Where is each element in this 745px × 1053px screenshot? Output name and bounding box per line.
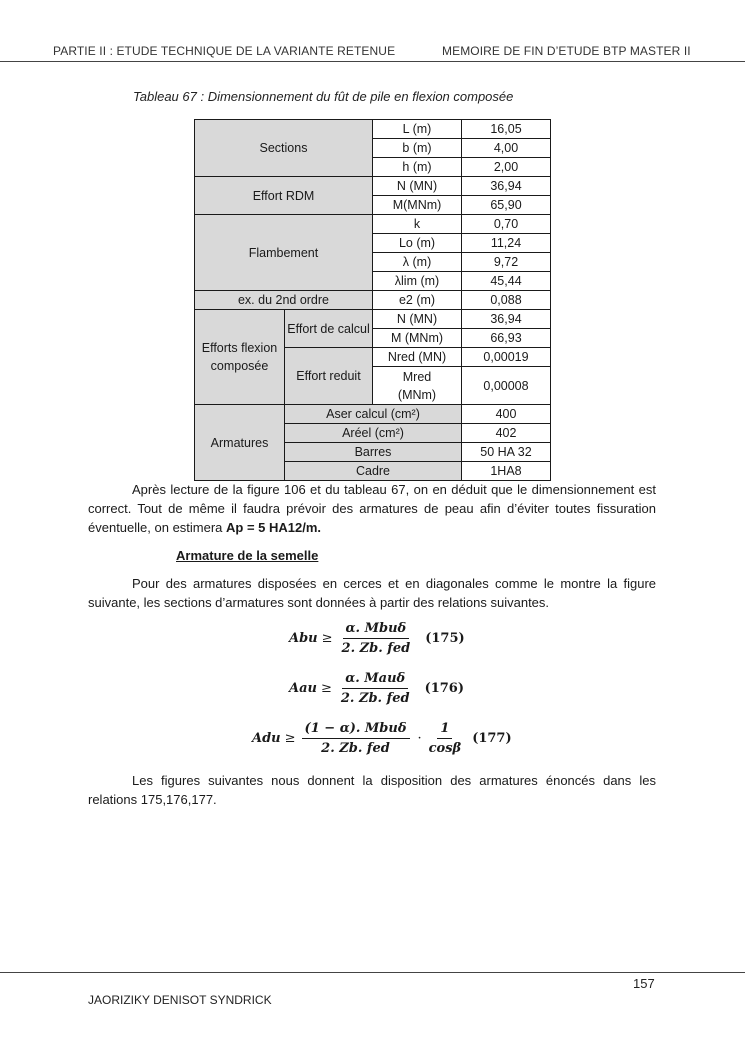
table-row	[195, 120, 551, 139]
value-cell: 65,90	[462, 196, 551, 215]
table-row	[195, 177, 551, 196]
value-cell: 36,94	[462, 310, 551, 329]
param-cell: L (m)	[373, 120, 462, 139]
group-armatures: Armatures	[195, 405, 285, 481]
footer-author: JAORIZIKY DENISOT SYNDRICK	[88, 993, 272, 1007]
value-cell: 1HA8	[462, 462, 551, 481]
value-cell: 0,70	[462, 215, 551, 234]
equation-fraction	[338, 671, 413, 706]
group-second-ordre: ex. du 2nd ordre	[195, 291, 373, 310]
param-cell: h (m)	[373, 158, 462, 177]
header-divider	[0, 61, 745, 62]
table-row	[195, 405, 551, 424]
group-effort-reduit: Effort reduit	[285, 348, 373, 405]
param-cell: λlim (m)	[373, 272, 462, 291]
dimension-table	[194, 119, 551, 481]
equation-175	[289, 621, 465, 656]
fraction-numerator: 1	[437, 721, 452, 739]
section-heading: Armature de la semelle	[176, 548, 319, 563]
group-sections: Sections	[195, 120, 373, 177]
table-row	[195, 310, 551, 329]
param-cell: e2 (m)	[373, 291, 462, 310]
param-cell: Mred (MNm)	[373, 367, 462, 405]
value-cell: 50 HA 32	[462, 443, 551, 462]
param-cell: N (MN)	[373, 310, 462, 329]
group-efforts-flexion: Efforts flexion composée	[195, 310, 285, 405]
paragraph-bold-result: Ap = 5 HA12/m.	[226, 520, 322, 535]
equation-number: (175)	[425, 631, 465, 646]
equation-lhs: Aau	[289, 681, 317, 696]
value-cell: 0,00019	[462, 348, 551, 367]
page-number: 157	[633, 976, 655, 991]
param-cell: k	[373, 215, 462, 234]
fraction-numerator: α. Mbuδ	[343, 621, 410, 639]
value-cell: 36,94	[462, 177, 551, 196]
equation-lhs: Abu	[289, 631, 318, 646]
footer-divider	[0, 972, 745, 973]
equation-relation: ≥	[284, 731, 296, 746]
param-cell: N (MN)	[373, 177, 462, 196]
value-cell: 45,44	[462, 272, 551, 291]
fraction-denominator: 2. Zb. fed	[340, 691, 410, 706]
table-row	[195, 215, 551, 234]
equation-176	[289, 671, 464, 706]
param-cell: Aser calcul (cm²)	[285, 405, 462, 424]
equation-number: (176)	[424, 681, 465, 696]
paragraph-text: Après lecture de la figure 106 et du tableau 67, on en déduit que le dimensionnement est correct. Tout de même il faudra prévoir des armatures de peau afin d’éviter toutes fissuration éventuelle, on estimera	[88, 482, 656, 535]
multiplication-dot: ·	[417, 731, 422, 746]
paragraph-intro	[88, 574, 656, 612]
paragraph-figures	[88, 771, 656, 809]
header-right-title: MEMOIRE DE FIN D’ETUDE BTP MASTER II	[442, 44, 691, 58]
paragraph-text: Les figures suivantes nous donnent la disposition des armatures énoncés dans les relations 175,176,177.	[88, 773, 656, 807]
table-caption: Tableau 67 : Dimensionnement du fût de pile en flexion composée	[133, 89, 514, 104]
param-cell: Aréel (cm²)	[285, 424, 462, 443]
param-cell: Lo (m)	[373, 234, 462, 253]
group-flambement: Flambement	[195, 215, 373, 291]
value-cell: 66,93	[462, 329, 551, 348]
param-cell: Barres	[285, 443, 462, 462]
param-cell: M (MNm)	[373, 329, 462, 348]
paragraph-text: Pour des armatures disposées en cerces et en diagonales comme le montre la figure suivante, les sections d’armatures sont données à partir des relations suivantes.	[88, 576, 656, 610]
param-cell: M(MNm)	[373, 196, 462, 215]
equation-lhs: Adu	[252, 731, 281, 746]
equation-relation: ≥	[321, 631, 333, 646]
value-cell: 2,00	[462, 158, 551, 177]
param-cell: Nred (MN)	[373, 348, 462, 367]
value-cell: 0,088	[462, 291, 551, 310]
fraction-numerator: α. Mauδ	[342, 671, 408, 689]
group-effort-rdm: Effort RDM	[195, 177, 373, 215]
equation-number: (177)	[472, 731, 512, 746]
fraction-denominator: 2. Zb. fed	[321, 741, 390, 756]
param-cell: b (m)	[373, 139, 462, 158]
group-effort-calcul: Effort de calcul	[285, 310, 373, 348]
value-cell: 16,05	[462, 120, 551, 139]
equation-177	[252, 721, 512, 756]
value-cell: 4,00	[462, 139, 551, 158]
param-cell: Cadre	[285, 462, 462, 481]
value-cell: 0,00008	[462, 367, 551, 405]
equation-fraction	[302, 721, 410, 756]
equation-fraction-secondary	[426, 721, 465, 756]
header-left-title: PARTIE II : ETUDE TECHNIQUE DE LA VARIANTE RETENUE	[53, 44, 396, 58]
fraction-denominator: cosβ	[428, 741, 462, 756]
equation-relation: ≥	[320, 681, 332, 696]
fraction-numerator: (1 − α). Mbuδ	[302, 721, 410, 739]
paragraph-conclusion	[88, 480, 656, 537]
table-row	[195, 291, 551, 310]
fraction-denominator: 2. Zb. fed	[341, 641, 411, 656]
value-cell: 9,72	[462, 253, 551, 272]
param-cell: λ (m)	[373, 253, 462, 272]
value-cell: 402	[462, 424, 551, 443]
value-cell: 400	[462, 405, 551, 424]
equation-fraction	[339, 621, 414, 656]
value-cell: 11,24	[462, 234, 551, 253]
